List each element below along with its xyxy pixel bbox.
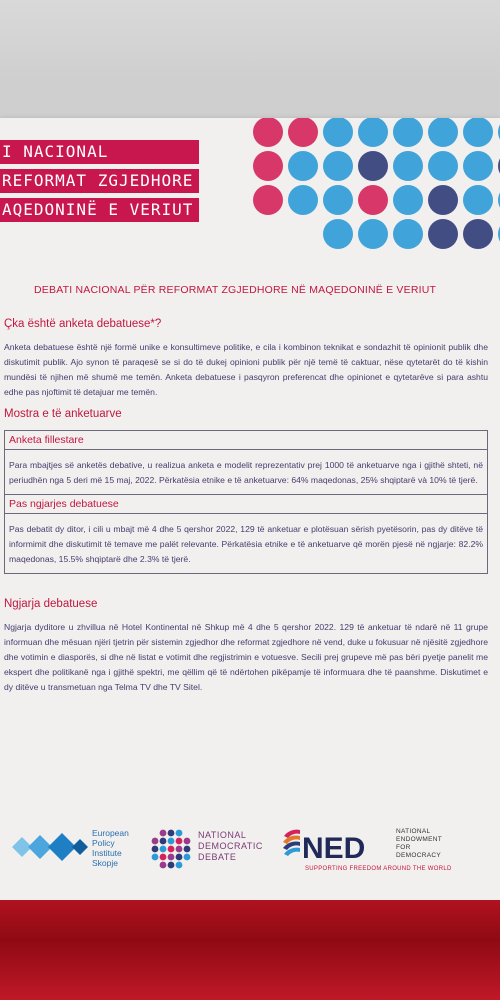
info-box-initial-survey <box>4 430 488 495</box>
box-body-initial-survey: Para mbajtjes së anketës debative, u realizua anketa e modelit reprezentativ prej 1000 të anketuarve nga i gjithë shteti, në periudhën nga 5 deri më 15 maj, 2022. Përkatësia etnike e të anketuarve: 64% maqedonas, 25% shqiptarë và 10% të tjerë. <box>9 460 483 485</box>
content-area <box>4 318 488 695</box>
ndd-dot <box>168 854 175 861</box>
decorative-dot <box>253 118 283 147</box>
decorative-dot <box>253 151 283 181</box>
section-body-event: Ngjarja dyditore u zhvillua në Hotel Kontinental në Shkup më 4 dhe 5 qershor 2022. 129 të anketuar të ndarë në 11 grupe informuan dhe mësuan njëri tjetrin për sistemin zgjedhor dhe reformat zgjedhore në vend, duke u fokusuar në njësitë zgjedhore dhe votimin e diasporës, si dhe në listat e votimit dhe regjistrimin e votuesve. Secili prej grupeve më pas bëri pyetje panelit me ekspert dhe politikanë nga i gjithë spektri, me qëllim që të ndërtohen pikëpamje të informuara dhe të paanshme. Diskutimet e dy ditëve u transmetuan nga Telma TV dhe TV Sitel. <box>4 622 488 692</box>
ndd-dot <box>176 830 183 837</box>
ndd-dot <box>160 838 167 845</box>
decorative-dot <box>463 151 493 181</box>
ndd-dot <box>176 846 183 853</box>
ndd-logo-icon <box>150 828 192 870</box>
svg-text:NED: NED <box>302 832 366 864</box>
decorative-dot <box>463 185 493 215</box>
decorative-dot <box>393 151 423 181</box>
decorative-dot <box>428 118 458 147</box>
title-line-2: REFORMAT ZGJEDHORE <box>0 169 199 193</box>
ndd-dot <box>168 830 175 837</box>
decorative-dot <box>463 219 493 249</box>
decorative-dot <box>288 118 318 147</box>
decorative-dot <box>463 118 493 147</box>
ndd-dot <box>176 854 183 861</box>
ndd-dot <box>160 862 167 869</box>
title-line-1: I NACIONAL <box>0 140 199 164</box>
box-title-after-event: Pas ngjarjes debatuese <box>5 495 487 514</box>
ndd-dot <box>176 838 183 845</box>
decorative-dot <box>393 118 423 147</box>
ned-logo-icon <box>282 828 386 864</box>
section-title-sample: Mostra e të anketuarve <box>4 408 122 420</box>
partner-logos <box>0 818 500 888</box>
decorative-dot <box>323 118 353 147</box>
decorative-dot <box>288 151 318 181</box>
epi-logo-icon <box>10 830 88 864</box>
epi-logo-text: European Policy Institute Skopje <box>92 828 129 868</box>
ndd-dot <box>152 846 159 853</box>
box-body-after-event: Pas debatit dy ditor, i cili u mbajt më 4 dhe 5 qershor 2022, 129 të anketuar e plotësuan sërish pyetësorin, pas dy ditëve të informimit dhe diskutimit të temave me palët relevante. Përkatësia etnike e të anketuarve që morën pjesë në ngjarje: 82.2% maqedonas, 15.5% shqiptarë dhe 2.3% të tjerë. <box>9 524 483 564</box>
bottom-red-band <box>0 900 500 1000</box>
ndd-dot <box>184 838 191 845</box>
decorative-dot <box>393 219 423 249</box>
decorative-dot <box>323 151 353 181</box>
decorative-dot <box>428 219 458 249</box>
decorative-dot <box>358 151 388 181</box>
ndd-dot <box>160 846 167 853</box>
document-heading: DEBATI NACIONAL PËR REFORMAT ZGJEDHORE NË MAQEDONINË E VERIUT <box>34 284 437 296</box>
ndd-dot <box>184 846 191 853</box>
ndd-dot <box>184 854 191 861</box>
ndd-dot <box>168 846 175 853</box>
ndd-logo-text: NATIONAL DEMOCRATIC DEBATE <box>198 830 263 862</box>
ned-logo-right-text: NATIONAL ENDOWMENT FOR DEMOCRACY <box>396 828 443 859</box>
ndd-dot <box>160 854 167 861</box>
ndd-dot <box>176 862 183 869</box>
decorative-dot <box>288 185 318 215</box>
decorative-dot <box>358 118 388 147</box>
title-block <box>0 140 199 227</box>
ndd-dot <box>152 854 159 861</box>
ndd-dot <box>168 862 175 869</box>
section-title-what-is: Çka është anketa debatuese*? <box>4 318 162 330</box>
ned-tagline: SUPPORTING FREEDOM AROUND THE WORLD <box>305 866 452 872</box>
decorative-dot <box>358 185 388 215</box>
info-box-after-event <box>4 495 488 574</box>
decorative-dot <box>428 185 458 215</box>
decorative-dot <box>323 185 353 215</box>
ndd-dot <box>160 830 167 837</box>
ndd-dot <box>152 838 159 845</box>
decorative-dot <box>428 151 458 181</box>
decorative-dot <box>393 185 423 215</box>
decorative-dot <box>358 219 388 249</box>
box-title-initial-survey: Anketa fillestare <box>5 431 487 450</box>
document-page <box>0 118 500 902</box>
section-title-event: Ngjarja debatuese <box>4 598 98 610</box>
section-body-what-is: Anketa debatuese është një formë unike e konsultimeve politike, e cila i kombinon teknikat e sondazhit të opinionit publik dhe diskutimit publik. Ajo synon të paraqesë se si do të dukej opinioni publik për një temë të caktuar, nëse qytetarët do të kishin mundësi të njihen më shumë me temën. Anketa debatuese i pasqyron preferencat dhe opinionet e qytetarëve si para ashtu edhe pas njoftimit të detajuar me temën. <box>4 342 488 397</box>
decorative-dot-grid <box>252 118 500 258</box>
decorative-dot <box>253 185 283 215</box>
ndd-dot <box>168 838 175 845</box>
decorative-dot <box>323 219 353 249</box>
title-line-3: AQEDONINË E VERIUT <box>0 198 199 222</box>
